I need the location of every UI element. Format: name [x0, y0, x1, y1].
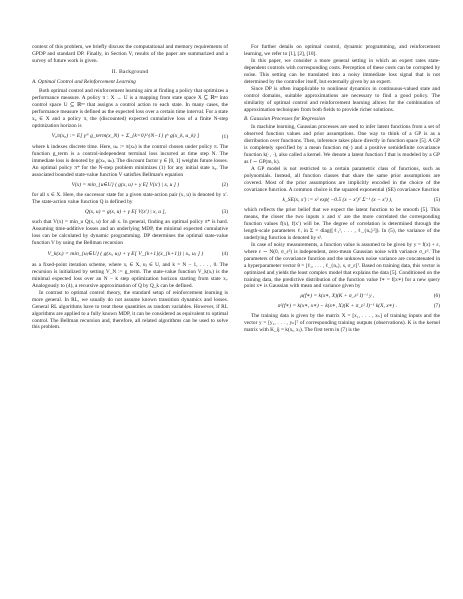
right-column — [244, 44, 440, 334]
equation-6 — [244, 293, 440, 300]
equation-7 — [244, 303, 440, 310]
paragraph: Both optimal control and reinforcement learning aim at finding a policy that optimizes a performance measure. A policy π : X → U is a mapping from state space X ⊆ ℝⁿˣ into control space U ⊆ ℝⁿᵘ that assigns a control action to each state. In many cases, the performance measure is defined as the expected loss over a certain time interval. For a state x₀ ∈ X and a policy π, the (discounted) expected cumulative loss of a finite N-step optimization horizon is — [32, 87, 228, 129]
equation-number: (6) — [433, 293, 440, 300]
equation-1 — [32, 132, 228, 141]
paragraph: for all x ∈ X. Here, the successor state for a given state-action pair (x, u) is denoted by x′. The state-action value function Q is defined by — [32, 192, 228, 206]
paragraph: where k indexes discrete time. Here, uₖ := π(xₖ) is the control chosen under policy π. The function g_term is a control-independent terminal loss incurred at time step N. The immediate loss is denoted by g(xₖ, uₖ). The discount factor γ ∈ [0, 1] weights future losses. An optimal policy π* for the N-step problem minimizes (1) for any initial state x₀. The associated bounded state-value function V satisfies Bellman's equation — [32, 144, 228, 179]
paragraph: In this paper, we consider a more general setting in which an expert rates state-dependent controls with corresponding costs. Perception of these costs can be corrupted by noise. This setting can be translated into a noisy immediate loss signal that is not determined by the controller itself, but externally given by an expert. — [244, 57, 440, 85]
equation-expression: Q(x, u) = g(x, u) + γ E[ V(x′) | x, u ], — [84, 209, 166, 216]
equation-expression: k_SE(x, x′) := s² exp( −0.5 (x − x′)ᵀ Σ⁻¹ (x − x′) ), — [282, 197, 393, 204]
subsection-heading-optimal-control: A. Optimal Control and Reinforcement Learning — [32, 78, 136, 85]
paragraph: as a fixed-point iteration scheme, where xᵢ ∈ X, uⱼ ∈ U, and k = N − 1, . . . , 0. The recursion is initialized by setting V_N := g_term. The state-value function V_k(xᵢ) is the minimal expected loss over an N − k step optimization horizon starting from state xᵢ. Analogously to (4), a recursive approximation of Q by Q_k can be defined. — [32, 261, 228, 289]
paragraph: which reflects the prior belief that we expect the latent function to be smooth [5]. This means, the closer the two inputs x and x′ are the more correlated the corresponding function values f(x), f(x′) will be. The degree of correlation is determined through the length-scale parameters ℓᵢ in Σ = diag([ℓ₁², . . . , ℓ_{nₓ}²]). In (5), the variance of the underlying function is denoted by s². — [244, 206, 440, 241]
equation-3 — [32, 209, 228, 216]
paragraph: In case of noisy measurements, a function value is assumed to be given by y = f(x) + ε, where ε ∼ N(0, σ_ε²) is independent, zero-mean Gaussian noise with variance σ_ε². The parameters of the covariance function and the unknown noise variance are concatenated in a hyperparameter vector θ = [ℓ₁, . . . , ℓ_{nₓ}, s, σ_ε]ᵀ. Based on training data, this vector is optimized and yields the least complex model that explains the data [5]. Conditioned on the training data, the predictive distribution of the function value f∗ = f(x∗) for a new query point x∗ is Gaussian with mean and variance given by — [244, 241, 440, 290]
paragraph: In machine learning, Gaussian processes are used to infer latent functions from a set of observed function values and prior assumptions. One way to think of a GP is as a distribution over functions. Then, inference takes place directly in function space [5]. A GP is completely specified by a mean function m(·) and a positive semidefinite covariance function k(·, ·), also called a kernel. We denote a latent function f that is modeled by a GP as f ∼ GP(m, k). — [244, 124, 440, 166]
equation-number: (3) — [221, 209, 228, 216]
equation-expression: V₀π(x₀) := E[ γᴺ g_term(x_N) + Σ_{k=0}^{N−1} γᵏ g(x_k, u_k) ] — [51, 133, 200, 140]
paragraph: In contrast to optimal control theory, the standard setup of reinforcement learning is more general. In RL, we usually do not assume known transition dynamics and losses. General RL algorithms have to treat these quantities as random variables. However, if RL algorithms are applied to a fully known MDP, it can be considered as equivalent to optimal control. The Bellman recursion and, therefore, all related algorithms can be used to solve this problem. — [32, 289, 228, 331]
equation-expression: V_k(xᵢ) = min_{uⱼ∈U} ( g(xᵢ, uⱼ) + γ E[ V_{k+1}(x_{k+1}) | xᵢ, uⱼ ] ) — [47, 250, 204, 257]
equation-4 — [32, 250, 228, 259]
equation-number: (7) — [433, 303, 440, 310]
equation-number: (4) — [221, 250, 228, 257]
equation-expression: V(x) = min_{u∈U} ( g(x, u) + γ E[ V(x′) | x, u ] ) — [71, 182, 180, 189]
paragraph: Since DP is often inapplicable to nonlinear dynamics in continuous-valued state and control domains, suitable approximations are necessary to find a good policy. The similarity of optimal control and reinforcement learning allows for the combination of approximation techniques from both fields to provide richer solutions. — [244, 85, 440, 113]
intro-paragraph: context of this problem, we briefly discuss the computational and memory requirements of GPDP and standard DP. Finally, in Section V, results of the paper are summarized and a survey of future work is given. — [32, 44, 228, 64]
left-column — [32, 44, 228, 331]
paragraph: A GP model is not restricted to a certain parametric class of functions, such as polynomials. Instead, all function classes that share the same prior assumptions are covered. Most of the prior assumptions are implicitly encoded in the choice of the covariance function. A common choice is the squared exponential (SE) covariance function — [244, 166, 440, 194]
equation-number: (1) — [221, 133, 228, 140]
equation-number: (2) — [221, 182, 228, 189]
equation-expression: σ²(f∗) = k(x∗, x∗) − k(x∗, X)(K + σ_ε² I)⁻¹ k(X, x∗) . — [277, 303, 397, 310]
equation-number: (5) — [433, 197, 440, 204]
equation-2 — [32, 182, 228, 189]
section-heading-background: II. Background — [111, 68, 149, 75]
paragraph: The training data is given by the matrix X = [x₁, . . . , xₙ] of training inputs and the vector y = [y₁, . . . , yₙ]ᵀ of corresponding training outputs (observations). K is the kernel matrix with K_ij = k(xᵢ, xⱼ). The first term in (7) is the — [244, 313, 440, 334]
equation-expression: μ(f∗) = k(x∗, X)(K + σ_ε² I)⁻¹ y , — [300, 293, 375, 300]
subsection-heading-gaussian-processes: B. Gaussian Processes for Regression — [244, 115, 326, 122]
paragraph: For further details on optimal control, dynamic programming, and reinforcement learning, we refer to [1], [2], [10]. — [244, 44, 440, 57]
paragraph: such that V(x) = min_u Q(x, u) for all x. In general, finding an optimal policy π* is hard. Assuming time-additive losses and an underlying MDP, the minimal expected cumulative loss can be calculated by dynamic programming. DP determines the optimal state-value function V by using the Bellman recursion — [32, 219, 228, 246]
equation-5 — [244, 197, 440, 204]
